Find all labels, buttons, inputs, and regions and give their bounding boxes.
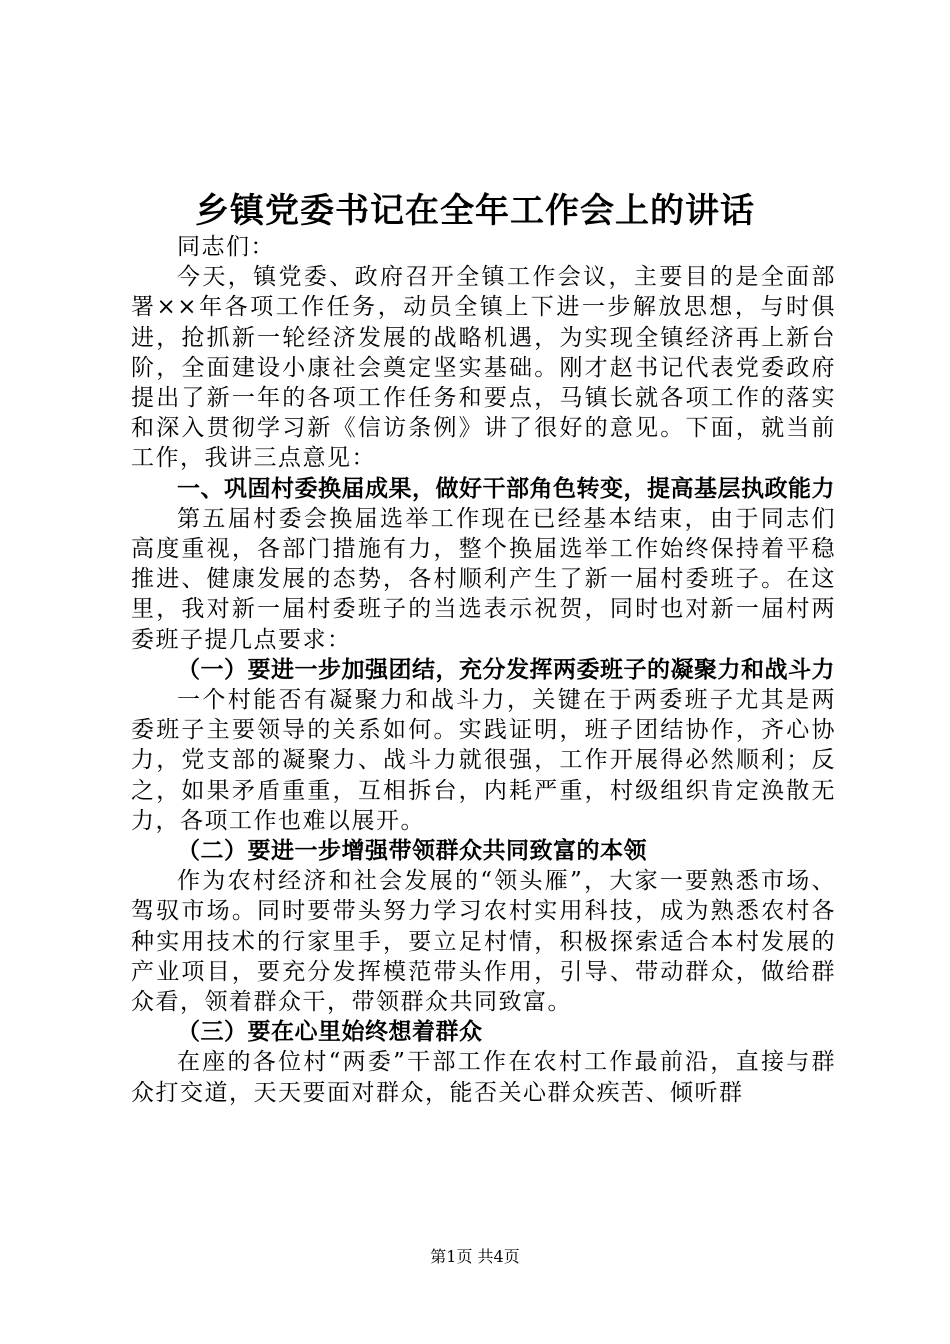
paragraph: 一个村能否有凝聚力和战斗力，关键在于两委班子尤其是两委班子主要领导的关系如何。实践证明，班子团结协作，齐心协力，党支部的凝聚力、战斗力就很强，工作开展得必然顺利；反之，如果矛盾重重，互相拆台，内耗严重，村级组织肯定涣散无力，各项工作也难以展开。	[131, 687, 836, 834]
paragraph: 作为农村经济和社会发展的“领头雁”，大家一要熟悉市场、驾驭市场。同时要带头努力学习农村实用科技，成为熟悉农村各种实用技术的行家里手，要立足村情，积极探索适合本村发展的产业项目，要充分发挥模范带头作用，引导、带动群众，做给群众看，领着群众干，带领群众共同致富。	[131, 868, 836, 1016]
subsection-heading: （三）要在心里始终想着群众	[177, 1019, 483, 1046]
paragraph: 第五届村委会换届选举工作现在已经基本结束，由于同志们高度重视，各部门措施有力，整个换届选举工作始终保持着平稳推进、健康发展的态势，各村顺利产生了新一届村委班子。在这里，我对新一届村委班子的当选表示祝贺，同时也对新一届村两委班子提几点要求：	[131, 505, 836, 653]
page-footer: 第1页 共4页	[430, 1247, 520, 1266]
paragraph: 在座的各位村“两委”干部工作在农村工作最前沿，直接与群众打交道，天天要面对群众，能否关心群众疾苦、倾听群	[131, 1049, 836, 1106]
document-title: 乡镇党委书记在全年工作会上的讲话	[195, 191, 755, 231]
section-heading: 一、巩固村委换届成果，做好干部角色转变，提高基层执政能力	[177, 475, 835, 502]
subsection-heading: （一）要进一步加强团结，充分发挥两委班子的凝聚力和战斗力	[177, 656, 835, 683]
salutation: 同志们：	[177, 234, 275, 260]
document-body	[131, 232, 836, 1108]
paragraph: 今天，镇党委、政府召开全镇工作会议，主要目的是全面部署××年各项工作任务，动员全镇上下进一步解放思想，与时俱进，抢抓新一轮经济发展的战略机遇，为实现全镇经济再上新台阶，全面建设小康社会奠定坚实基础。刚才赵书记代表党委政府提出了新一年的各项工作任务和要点，马镇长就各项工作的落实和深入贯彻学习新《信访条例》讲了很好的意见。下面，就当前工作，我讲三点意见：	[131, 264, 836, 472]
subsection-heading: （二）要进一步增强带领群众共同致富的本领	[177, 838, 647, 865]
